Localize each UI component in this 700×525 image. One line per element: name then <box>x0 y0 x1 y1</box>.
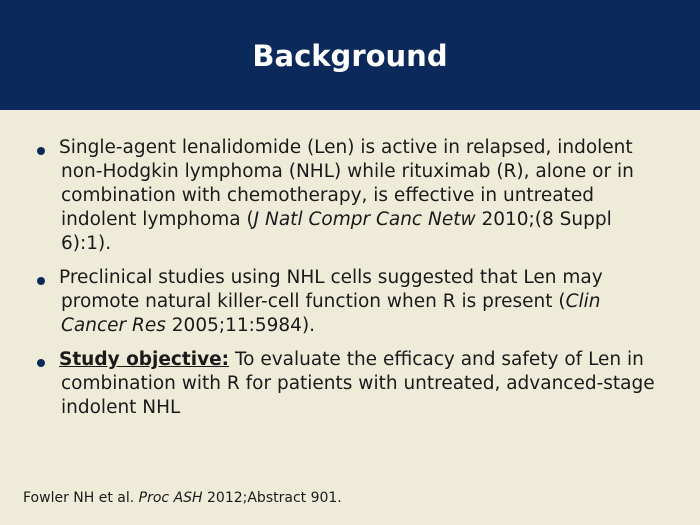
bullet-item-study-objective <box>0 348 700 420</box>
bullet-text <box>61 348 666 420</box>
bullet-dot-icon <box>37 147 45 155</box>
bullet-text <box>61 136 666 256</box>
study-objective-label: Study objective: <box>59 349 230 370</box>
bullet-list <box>0 136 700 430</box>
citation-journal: Clin Cancer Res <box>61 291 601 336</box>
citation-journal: J Natl Compr Canc Netw <box>253 209 476 230</box>
bullet-item-len-activity <box>0 136 700 256</box>
footer-journal: Proc ASH <box>138 490 203 506</box>
citation-details: 2010;(8 Suppl 6):1). <box>61 209 612 254</box>
bullet-dot-icon <box>37 277 45 285</box>
reference-footer <box>23 488 342 508</box>
bullet-body: Single-agent lenalidomide (Len) is active in relapsed, indolent non-Hodgkin lymphoma (NHL) while rituximab (R), alone or in combination with chemotherapy, is effective in untreated indolent lymphoma ( <box>59 137 634 230</box>
bullet-body: Preclinical studies using NHL cells suggested that Len may promote natural killer-cell function when R is present ( <box>59 267 603 312</box>
bullet-text <box>61 266 666 338</box>
bullet-item-preclinical <box>0 266 700 338</box>
study-objective-text: To evaluate the efficacy and safety of Len in combination with R for patients with untreated, advanced-stage indolent NHL <box>61 349 655 418</box>
citation-details: 2005;11:5984). <box>165 315 316 336</box>
bullet-dot-icon <box>37 359 45 367</box>
footer-details: 2012;Abstract 901. <box>202 490 342 506</box>
slide-title: Background <box>252 39 448 73</box>
footer-authors: Fowler NH et al. <box>23 490 139 506</box>
